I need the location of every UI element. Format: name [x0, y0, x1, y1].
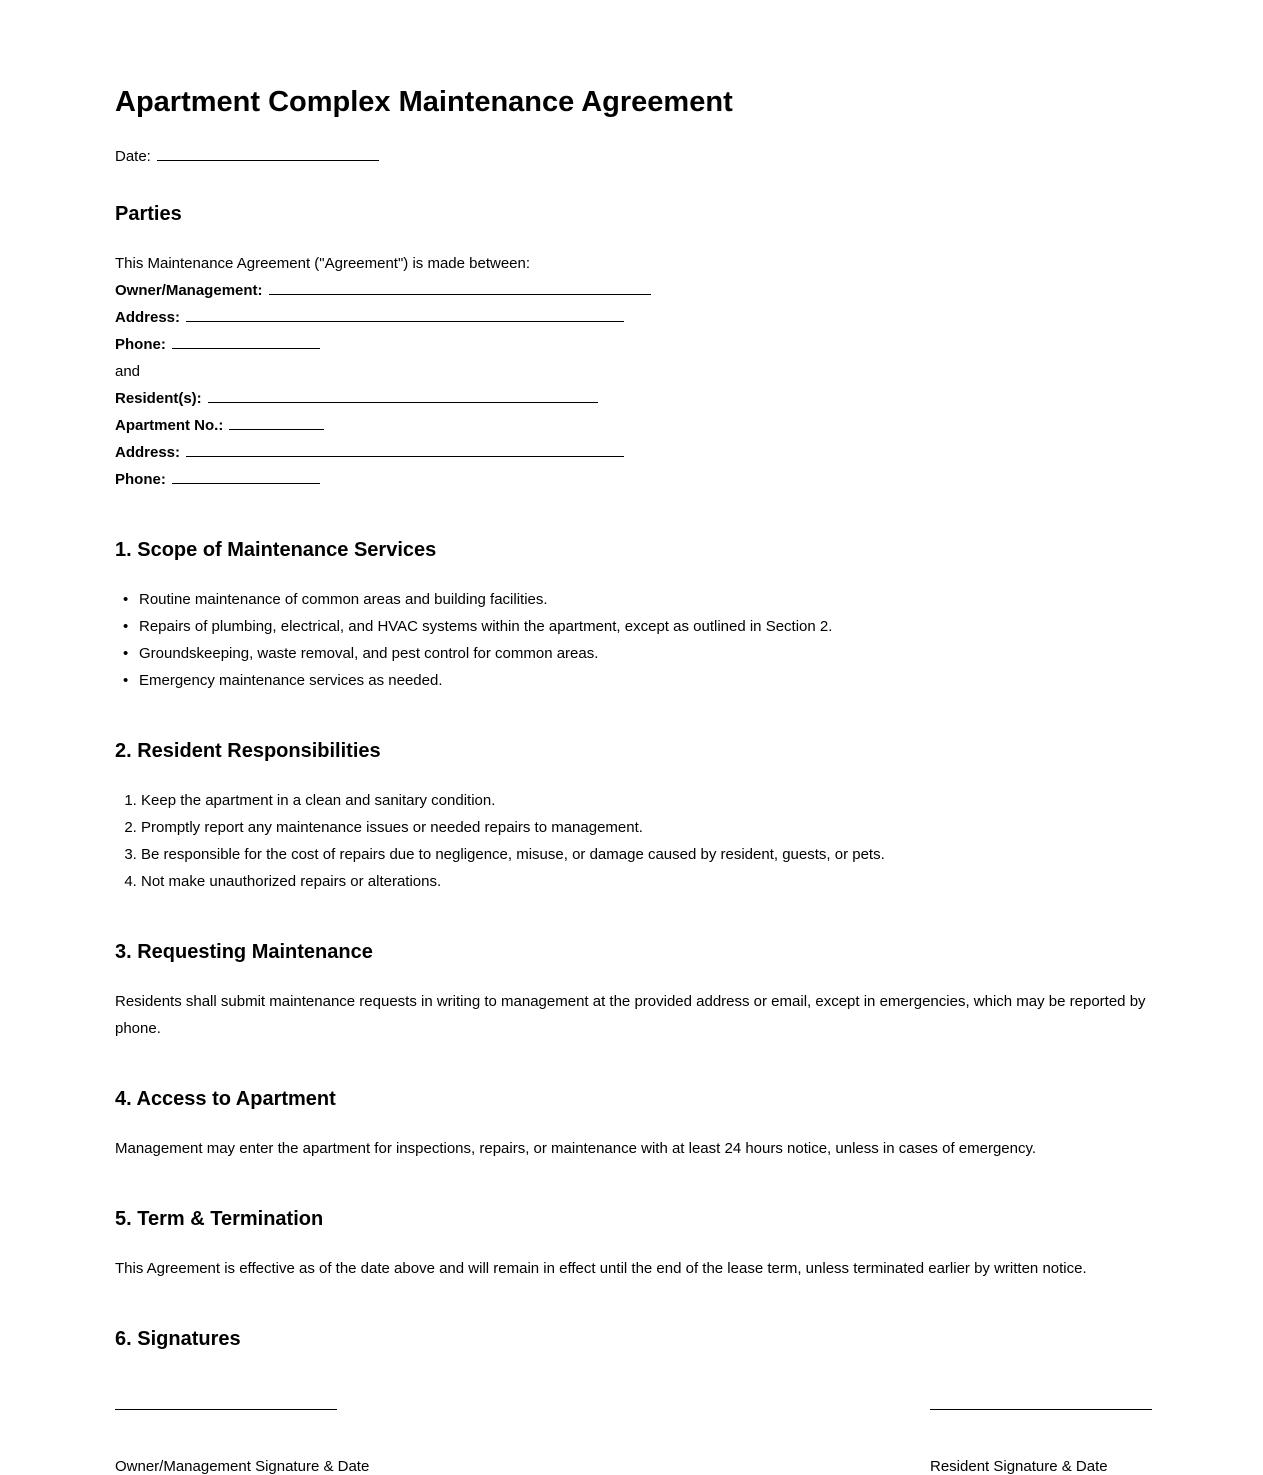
responsibilities-numbered-list [115, 787, 1152, 895]
parties-heading: Parties [115, 203, 182, 225]
bullet-item: • Groundskeeping, waste removal, and pest control for common areas. [139, 640, 1152, 667]
field-owner-phone [115, 331, 1152, 358]
page-title: Apartment Complex Maintenance Agreement [115, 86, 733, 118]
field-resident-phone [115, 466, 1152, 493]
field-owner-address [115, 304, 1152, 331]
resident-phone-blank-line [172, 470, 320, 484]
bullet-item: • Repairs of plumbing, electrical, and HVAC systems within the apartment, except as outlined in Section 2. [139, 613, 1152, 640]
owner-address-blank-line [186, 308, 624, 322]
numbered-item: 2. Promptly report any maintenance issues or needed repairs to management. [141, 814, 1152, 841]
scope-bullet-list [115, 586, 1152, 694]
signature-area [115, 1409, 1152, 1475]
resident-blank-line [208, 389, 598, 403]
section-body-requesting: Residents shall submit maintenance requests in writing to management at the provided address or email, except in emergencies, which may be reported by phone. [115, 993, 1146, 1037]
resident-phone-label: Phone: [115, 471, 166, 488]
parties-connector: and [115, 363, 141, 380]
owner-label: Owner/Management: [115, 282, 263, 299]
section-heading-term: 5. Term & Termination [115, 1208, 324, 1230]
numbered-item: 3. Be responsible for the cost of repairs due to negligence, misuse, or damage caused by resident, guests, or pets. [141, 841, 1152, 868]
field-apartment-no [115, 412, 1152, 439]
numbered-item: 1. Keep the apartment in a clean and sanitary condition. [141, 787, 1152, 814]
owner-signature-line [115, 1409, 337, 1410]
field-resident [115, 385, 1152, 412]
owner-blank-line [269, 281, 651, 295]
owner-phone-blank-line [172, 335, 320, 349]
date-label: Date: [115, 148, 151, 165]
resident-signature-label: Resident Signature & Date [930, 1458, 1108, 1475]
section-heading-access: 4. Access to Apartment [115, 1088, 336, 1110]
section-body-term: This Agreement is effective as of the date above and will remain in effect until the end of the lease term, unless terminated earlier by written notice. [115, 1260, 1087, 1277]
resident-signature-block [930, 1409, 1152, 1475]
field-resident-address [115, 439, 1152, 466]
parties-intro: This Maintenance Agreement ("Agreement") is made between: [115, 255, 531, 272]
section-heading-scope: 1. Scope of Maintenance Services [115, 539, 437, 561]
apartment-no-label: Apartment No.: [115, 417, 224, 434]
numbered-item: 4. Not make unauthorized repairs or alterations. [141, 868, 1152, 895]
date-blank-line [157, 147, 379, 161]
owner-signature-block [115, 1409, 370, 1475]
bullet-item: • Routine maintenance of common areas and building facilities. [139, 586, 1152, 613]
owner-phone-label: Phone: [115, 336, 166, 353]
section-body-access: Management may enter the apartment for inspections, repairs, or maintenance with at least 24 hours notice, unless in cases of emergency. [115, 1140, 1037, 1157]
owner-address-label: Address: [115, 309, 181, 326]
resident-signature-line [930, 1409, 1152, 1410]
field-owner [115, 277, 1152, 304]
resident-address-label: Address: [115, 444, 181, 461]
resident-address-blank-line [186, 443, 624, 457]
section-heading-signatures: 6. Signatures [115, 1328, 241, 1350]
section-heading-responsibilities: 2. Resident Responsibilities [115, 740, 381, 762]
bullet-item: • Emergency maintenance services as needed. [139, 667, 1152, 694]
owner-signature-label: Owner/Management Signature & Date [115, 1458, 370, 1475]
resident-label: Resident(s): [115, 390, 202, 407]
section-heading-requesting: 3. Requesting Maintenance [115, 941, 373, 963]
apartment-no-blank-line [229, 416, 324, 430]
date-row [115, 147, 1152, 165]
